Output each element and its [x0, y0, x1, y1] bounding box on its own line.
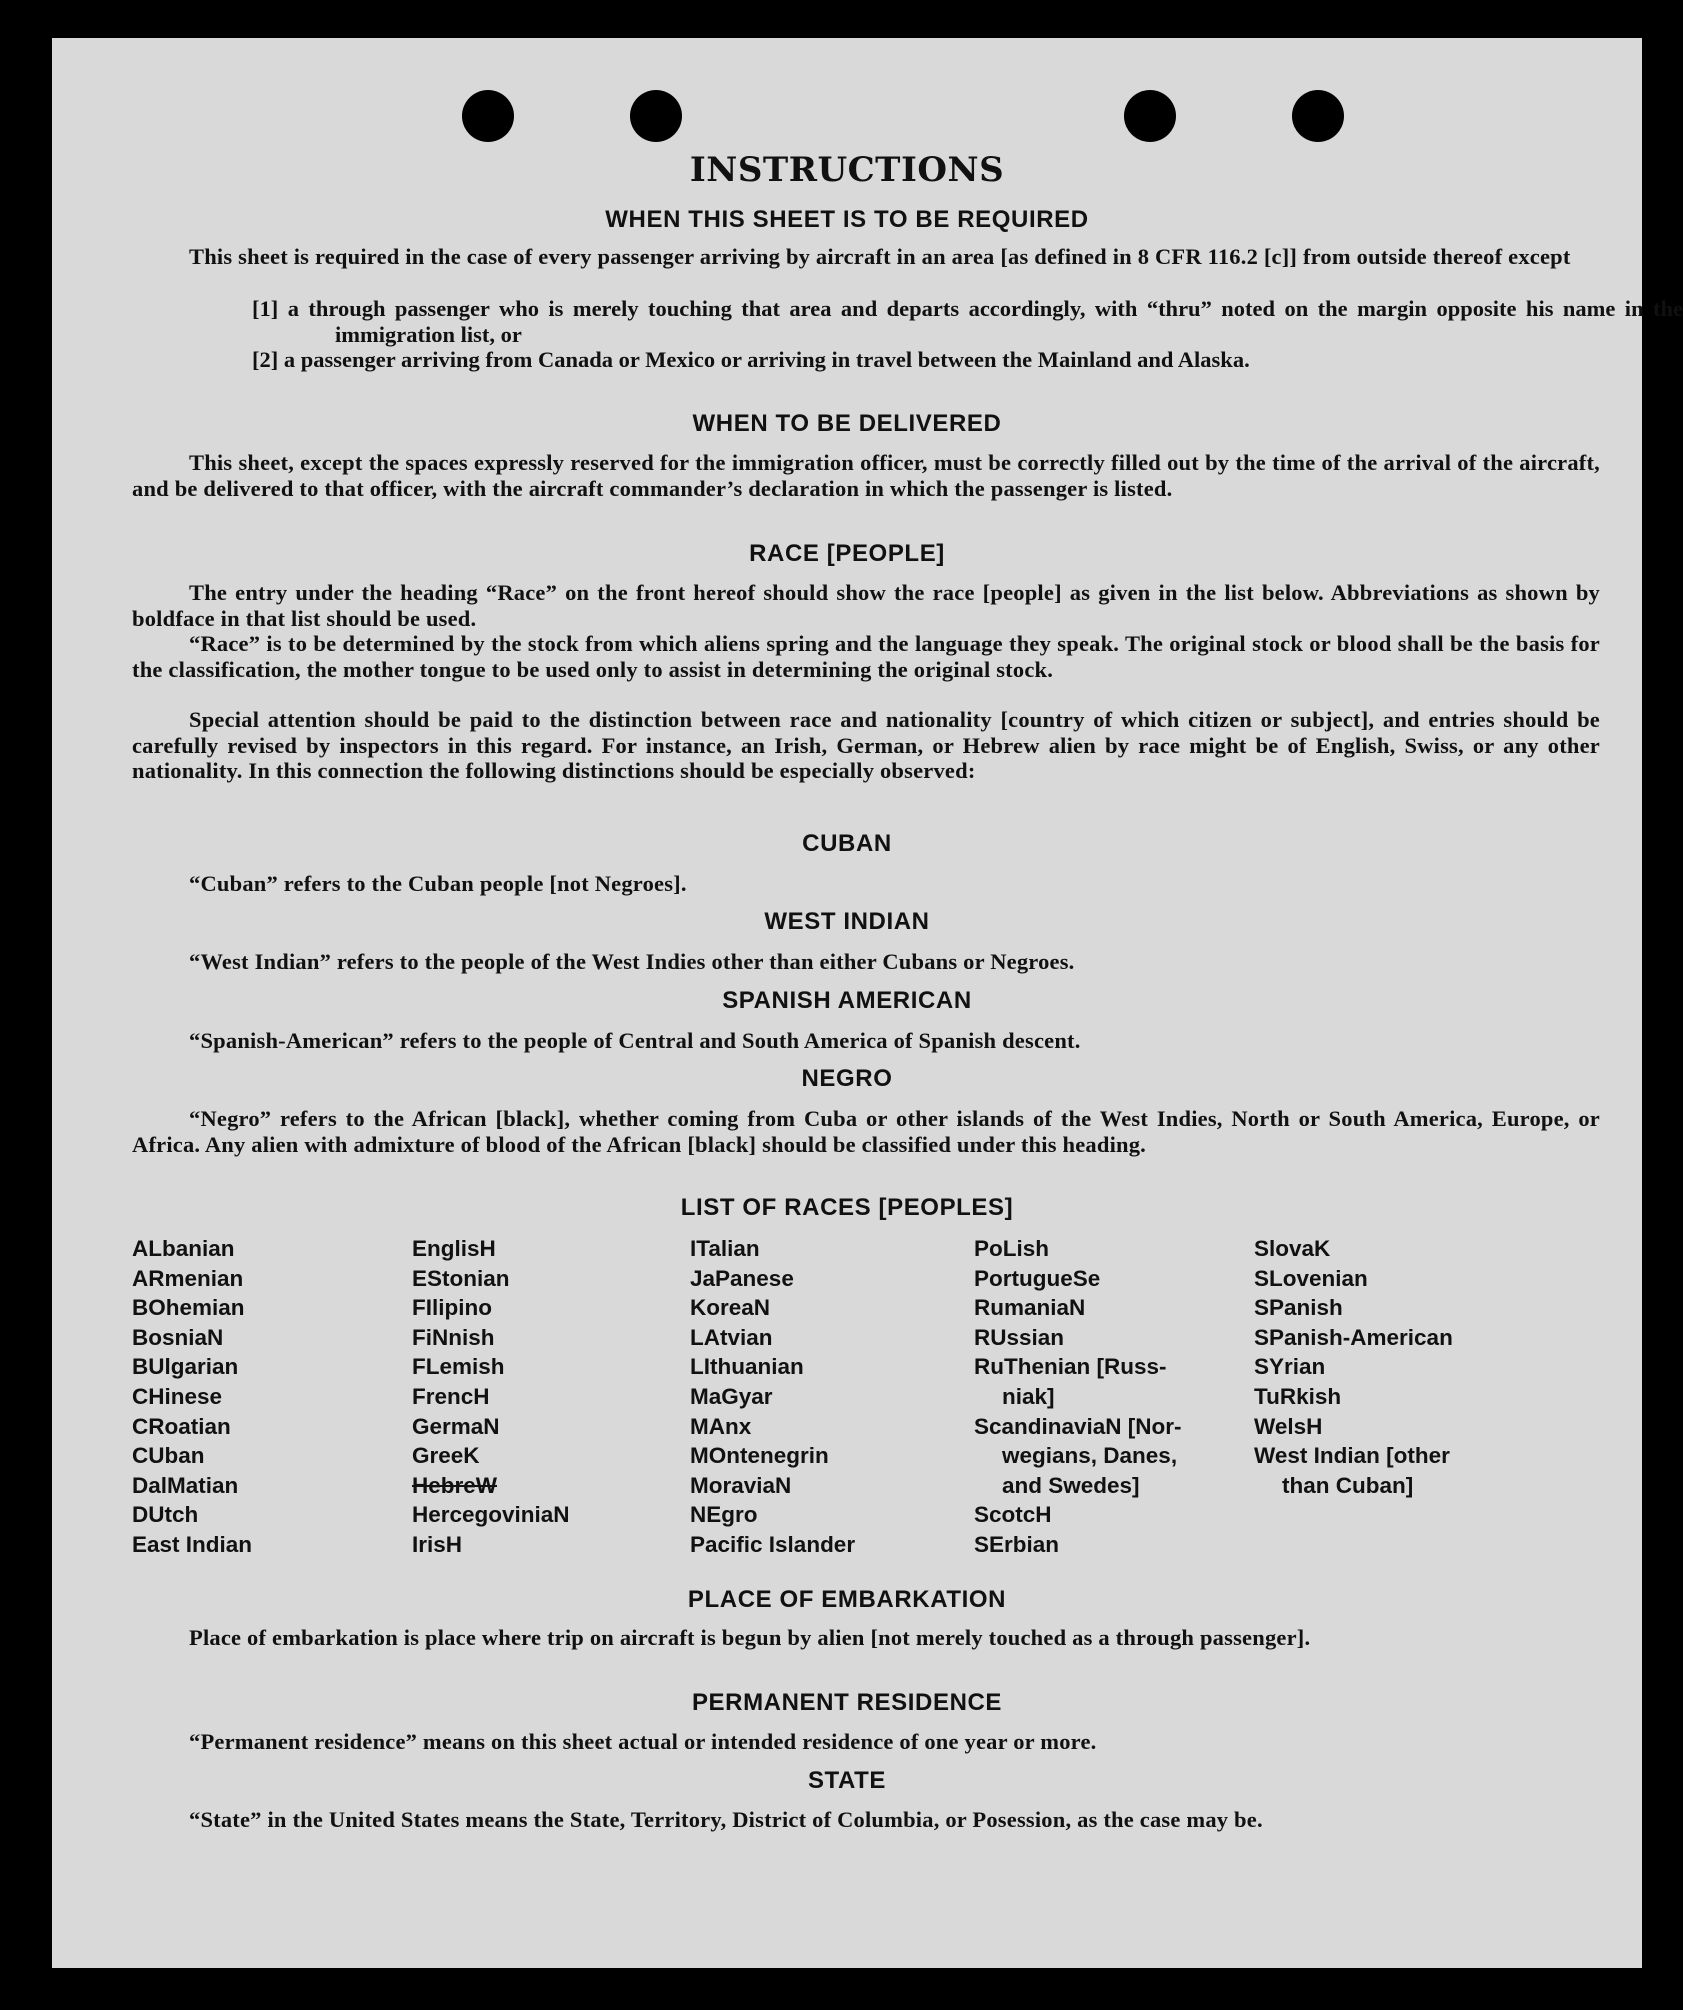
punch-hole: [630, 90, 682, 142]
race-entry: RuThenian [Russ-: [974, 1354, 1167, 1380]
negro-text: “Negro” refers to the African [black], whether coming from Cuba or other islands of the West Indies, North or South America, Europe, or Africa. Any alien with admixture of blood of the African [black] should be classified under this heading.: [132, 1106, 1600, 1157]
heading-permanent-residence: PERMANENT RESIDENCE: [691, 1689, 1003, 1716]
heading-west-indian: WEST INDIAN: [764, 908, 930, 935]
race-entry: DUtch: [132, 1502, 199, 1528]
race-entry: IrisH: [412, 1531, 463, 1557]
race-paragraph-3: Special attention should be paid to the distinction between race and nationality [country of which citizen or subject], and entries should be carefully revised by inspectors in this regard. For instance, an Irish, German, or Hebrew alien by race might be of English, Swiss, or any other nationality. In this connection the following distinctions should be especially observed:: [132, 707, 1600, 783]
races-column-1: [132, 1234, 252, 1560]
race-entry-continued: wegians, Danes,: [1002, 1443, 1178, 1469]
race-entry: PortugueSe: [974, 1265, 1101, 1291]
race-entry: SYrian: [1254, 1354, 1326, 1380]
races-column-2: [412, 1234, 570, 1560]
punch-hole: [1124, 90, 1176, 142]
race-entry: FrencH: [412, 1383, 490, 1409]
section-heading-race: RACE [PEOPLE]: [749, 540, 945, 567]
race-entry: SPanish-American: [1254, 1324, 1453, 1350]
race-entry: FIlipino: [412, 1295, 492, 1321]
race-paragraph-1: The entry under the heading “Race” on the front hereof should show the race [people] as given in the list below. Abbreviations as shown by boldface in that list should be used.: [132, 580, 1600, 631]
race-entry-struck: HebreW: [412, 1472, 498, 1498]
race-entry: PoLish: [974, 1236, 1050, 1261]
race-entry: MoraviaN: [690, 1472, 792, 1498]
section-heading-delivered: WHEN TO BE DELIVERED: [692, 410, 1002, 437]
race-entry: LIthuanian: [690, 1354, 804, 1380]
west-indian-text: “West Indian” refers to the people of the West Indies other than either Cubans or Negroes.: [189, 949, 1075, 974]
race-entry: EnglisH: [412, 1236, 496, 1261]
race-entry: KoreaN: [690, 1295, 771, 1321]
race-entry: FiNnish: [412, 1324, 495, 1350]
race-entry: East Indian: [132, 1531, 253, 1557]
race-entry: BUlgarian: [132, 1354, 239, 1380]
race-entry: SLovenian: [1254, 1265, 1368, 1291]
race-entry: GermaN: [412, 1413, 500, 1439]
races-column-5: [1254, 1234, 1453, 1500]
exception-item-1: [1] a through passenger who is merely touching that area and departs accordingly, with “thru” noted on the margin opposite his name in the immigration list, or: [252, 296, 1683, 347]
race-entry: ScotcH: [974, 1502, 1052, 1528]
race-entry: RumaniaN: [974, 1295, 1086, 1321]
exception-item-2: [2] a passenger arriving from Canada or Mexico or arriving in travel between the Mainland and Alaska.: [252, 347, 1250, 372]
race-entry: ALbanian: [132, 1236, 235, 1261]
race-entry: SlovaK: [1254, 1236, 1331, 1261]
race-entry: CHinese: [132, 1383, 223, 1409]
race-entry: MAnx: [690, 1413, 752, 1439]
race-entry: DalMatian: [132, 1472, 239, 1498]
race-entry-continued: niak]: [1002, 1383, 1055, 1409]
heading-state: STATE: [807, 1767, 887, 1794]
page-title: INSTRUCTIONS: [689, 150, 1005, 190]
race-entry: SPanish: [1254, 1295, 1343, 1321]
race-entry: SErbian: [974, 1531, 1060, 1557]
delivered-paragraph: This sheet, except the spaces expressly reserved for the immigration officer, must be correctly filled out by the time of the arrival of the aircraft, and be delivered to that officer, with the aircraft commander’s declaration in which the passenger is listed.: [132, 450, 1600, 501]
race-entry: ITalian: [690, 1236, 760, 1261]
race-entry: MOntenegrin: [690, 1443, 829, 1469]
race-entry: JaPanese: [690, 1265, 794, 1291]
race-entry: BosniaN: [132, 1324, 224, 1350]
race-entry: RUssian: [974, 1324, 1065, 1350]
race-entry: EStonian: [412, 1265, 510, 1291]
race-entry: NEgro: [690, 1502, 758, 1528]
required-paragraph: This sheet is required in the case of every passenger arriving by aircraft in an area [as defined in 8 CFR 116.2 [c]] from outside thereof except: [189, 244, 1571, 269]
permanent-residence-text: “Permanent residence” means on this sheet actual or intended residence of one year or more.: [189, 1729, 1097, 1754]
race-entry: WelsH: [1254, 1413, 1323, 1439]
race-entry-continued: and Swedes]: [1002, 1472, 1140, 1498]
race-entry: CRoatian: [132, 1413, 231, 1439]
races-column-4: [974, 1234, 1182, 1560]
document-sheet: [52, 38, 1683, 1968]
race-entry: MaGyar: [690, 1383, 773, 1409]
punch-hole: [1292, 90, 1344, 142]
cuban-text: “Cuban” refers to the Cuban people [not Negroes].: [189, 871, 687, 896]
heading-list-of-races: LIST OF RACES [PEOPLES]: [680, 1194, 1014, 1221]
race-entry-continued: than Cuban]: [1282, 1472, 1414, 1498]
heading-negro: NEGRO: [801, 1065, 893, 1092]
race-entry: West Indian [other: [1254, 1443, 1450, 1469]
race-entry: ScandinaviaN [Nor-: [974, 1413, 1182, 1439]
punch-hole: [462, 90, 514, 142]
races-column-3: [690, 1234, 855, 1560]
section-heading-required: WHEN THIS SHEET IS TO BE REQUIRED: [605, 206, 1089, 233]
race-entry: HercegoviniaN: [412, 1502, 570, 1528]
race-entry: ARmenian: [132, 1265, 244, 1291]
race-entry: CUban: [132, 1443, 205, 1469]
race-entry: Pacific Islander: [690, 1531, 856, 1557]
race-entry: LAtvian: [690, 1324, 773, 1350]
race-paragraph-2: “Race” is to be determined by the stock from which aliens spring and the language they speak. The original stock or blood shall be the basis for the classification, the mother tongue to be used only to assist in determining the original stock.: [132, 631, 1600, 682]
spanish-american-text: “Spanish-American” refers to the people of Central and South America of Spanish descent.: [189, 1028, 1081, 1053]
race-entry: GreeK: [412, 1443, 480, 1469]
race-entry: TuRkish: [1254, 1383, 1342, 1409]
race-entry: BOhemian: [132, 1295, 245, 1321]
race-entry: FLemish: [412, 1354, 505, 1380]
heading-cuban: CUBAN: [802, 830, 892, 857]
state-text: “State” in the United States means the State, Territory, District of Columbia, or Posession, as the case may be.: [189, 1807, 1263, 1832]
heading-embarkation: PLACE OF EMBARKATION: [687, 1586, 1007, 1613]
embarkation-text: Place of embarkation is place where trip on aircraft is begun by alien [not merely touched as a through passenger].: [189, 1625, 1311, 1650]
heading-spanish-american: SPANISH AMERICAN: [722, 987, 972, 1014]
